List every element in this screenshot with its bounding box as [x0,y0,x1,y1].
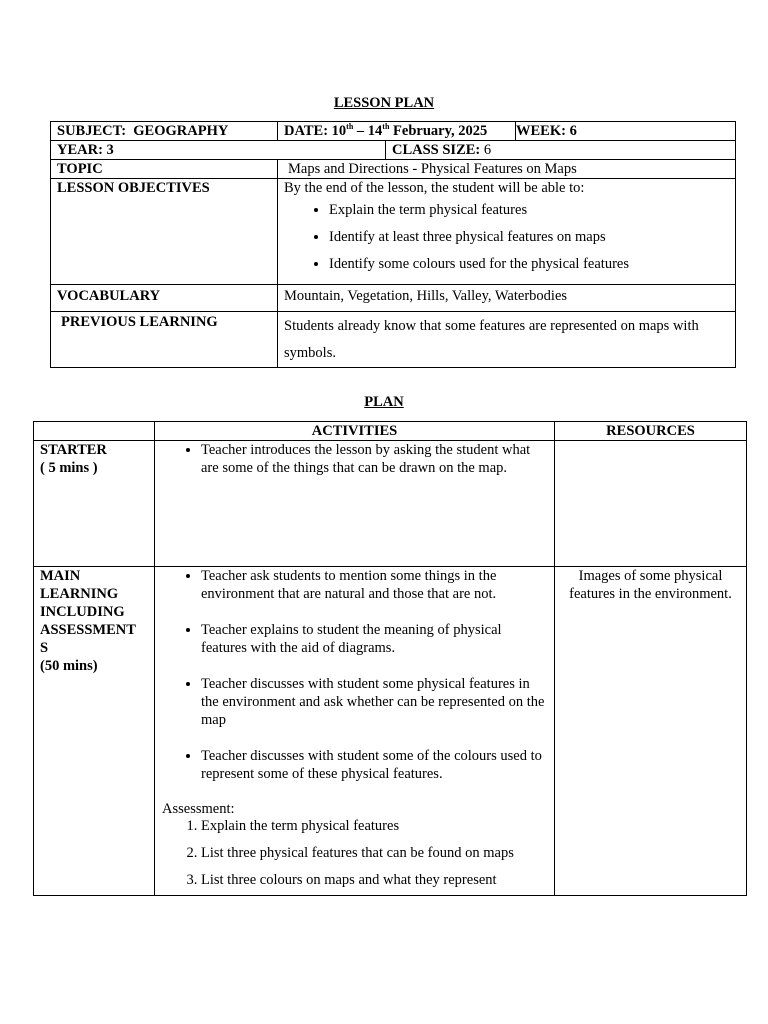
lesson-header-table [50,121,736,368]
assessment-item: 1. Explain the term physical features [201,813,548,840]
objective-item: • Identify some colours used for the physical features [329,251,729,278]
previous-learning-value: Students already know that some features are represented on maps with symbols. [278,312,736,368]
starter-cell [34,441,155,567]
starter-activities [155,441,555,567]
main-learning-cell [34,567,155,896]
resources-header: RESOURCES [555,422,747,441]
lesson-plan-title: LESSON PLAN [333,95,435,111]
main-label-line: ASSESSMENT [40,622,136,638]
date-day2: 14 [367,123,383,139]
assessment-list [155,813,548,894]
main-label-line: S [40,640,49,656]
main-label-line: MAIN [40,568,81,584]
assessment-item: 3. List three colours on maps and what they represent [201,867,548,894]
activity-item: • Teacher discusses with student some of the colours used to represent some of these physical features. [201,747,548,783]
activity-item: • Teacher introduces the lesson by asking the student what are some of the things that can be drawn on the map. [201,441,548,477]
starter-time: ( 5 mins ) [40,460,98,476]
class-size-value: 6 [483,142,492,158]
topic-label: TOPIC [51,160,278,179]
objectives-label: LESSON OBJECTIVES [51,179,278,285]
plan-title: PLAN [364,394,404,410]
main-label-line: LEARNING [40,586,119,602]
main-activities [155,567,555,896]
starter-resources [555,441,747,567]
main-resources: Images of some physical features in the environment. [555,567,747,896]
date-label: DATE: [284,123,329,139]
date-cell [278,122,516,141]
subject-label: SUBJECT: [57,123,127,139]
vocabulary-label: VOCABULARY [51,285,278,312]
topic-value: Maps and Directions - Physical Features on Maps [278,160,736,179]
assessment-item: 2. List three physical features that can be found on maps [201,840,548,867]
year-value: 3 [106,142,114,158]
previous-learning-label: PREVIOUS LEARNING [51,312,278,368]
main-label-line: INCLUDING [40,604,125,620]
date-sup2: th [382,122,390,132]
week-label: WEEK: [516,123,566,139]
objective-item: • Identify at least three physical features on maps [329,224,729,251]
objectives-cell [278,179,736,285]
main-activity-list [155,567,548,783]
activities-header: ACTIVITIES [155,422,555,441]
starter-activity-list [155,441,548,477]
starter-label: STARTER [40,442,107,458]
date-sup1: th [346,122,354,132]
date-day1: 10 [331,123,347,139]
vocabulary-value: Mountain, Vegetation, Hills, Valley, Waterbodies [278,285,736,312]
week-value: 6 [569,123,577,139]
activity-item: • Teacher explains to student the meaning of physical features with the aid of diagrams. [201,621,548,657]
objective-item: • Explain the term physical features [329,197,729,224]
stage-header [34,422,155,441]
assessment-label: Assessment: [162,801,235,817]
date-rest: February, 2025 [389,123,488,139]
subject-value: GEOGRAPHY [133,123,229,139]
main-time: (50 mins) [40,658,98,674]
activity-item: • Teacher ask students to mention some things in the environment that are natural and those that are not. [201,567,548,603]
class-size-cell [386,141,736,160]
plan-table [33,421,747,896]
class-size-label: CLASS SIZE: [392,142,481,158]
year-label: YEAR: [57,142,103,158]
subject-cell [51,122,278,141]
activity-item: • Teacher discusses with student some physical features in the environment and ask whether can be represented on the map [201,675,548,729]
objectives-list [284,197,729,278]
date-sep: – [353,123,368,139]
objectives-intro: By the end of the lesson, the student will be able to: [284,180,585,196]
year-cell [51,141,386,160]
week-cell [516,122,736,141]
